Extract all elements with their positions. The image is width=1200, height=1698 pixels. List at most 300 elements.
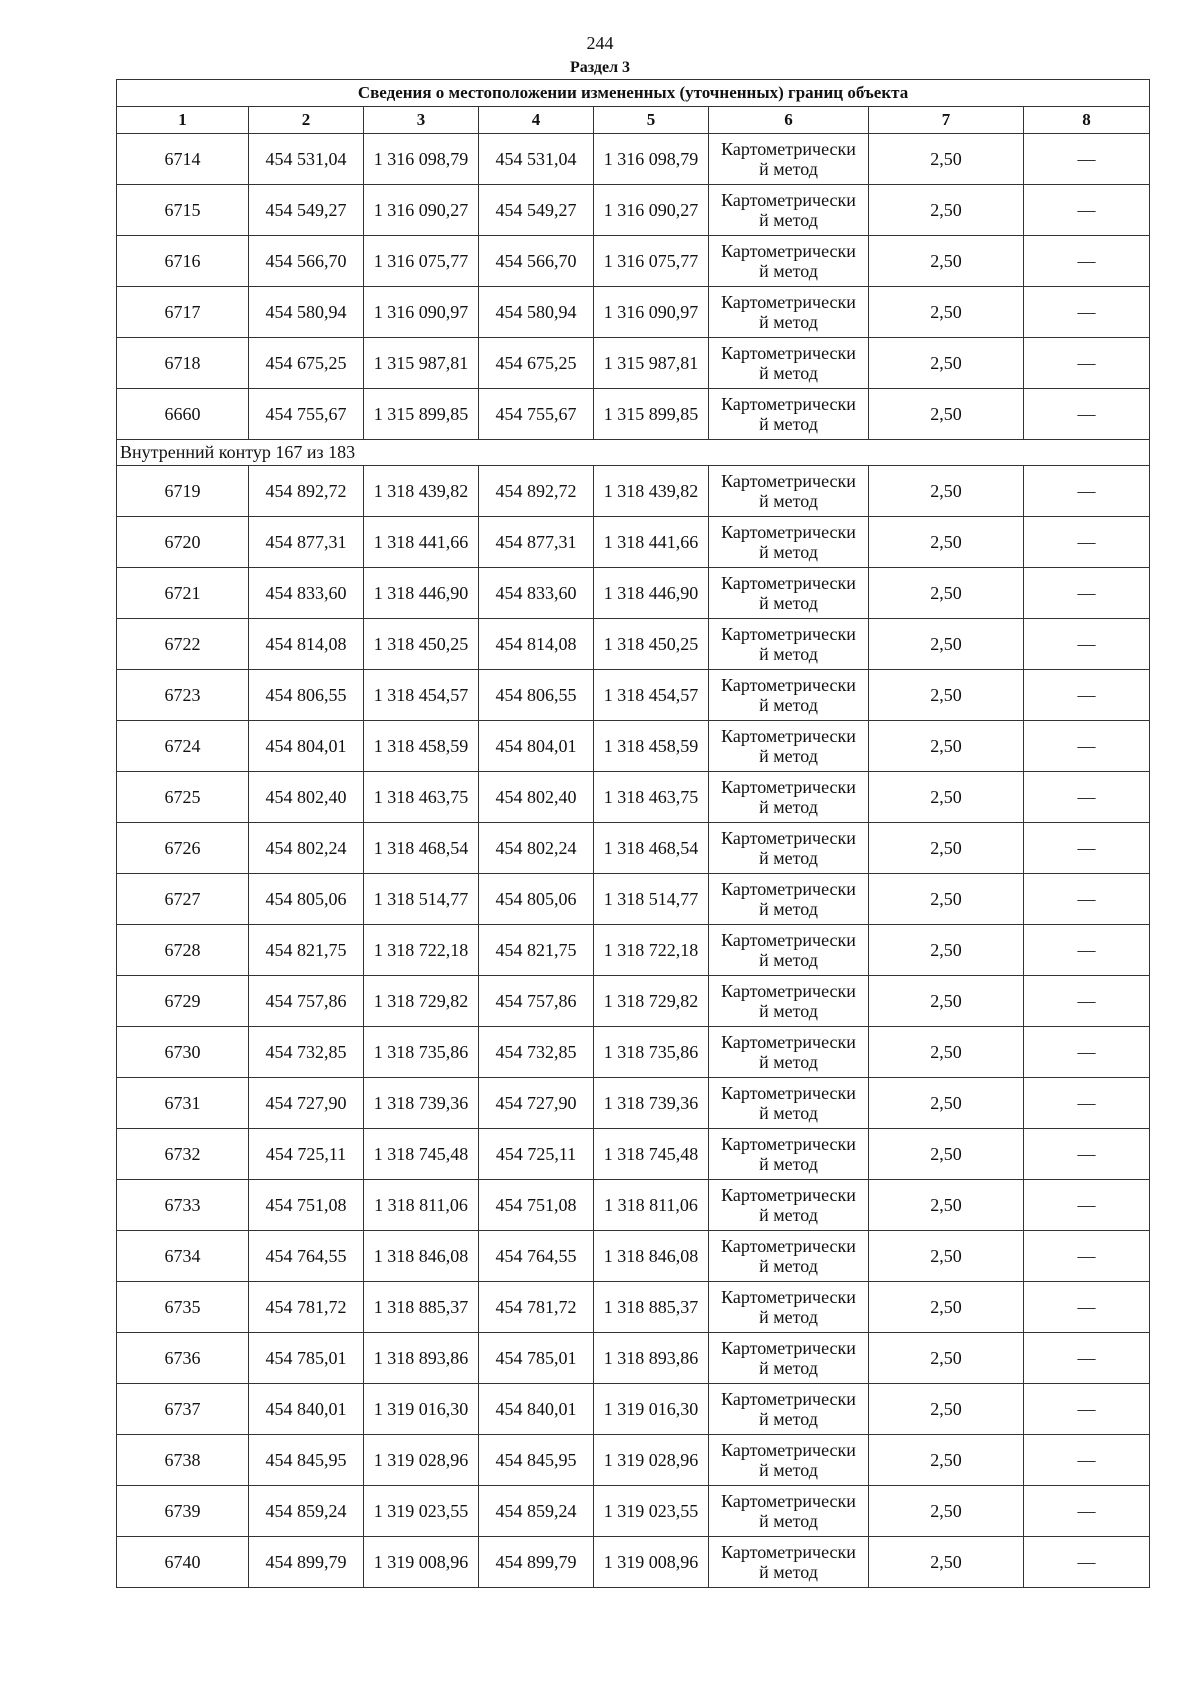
refined-y: 1 319 023,55 xyxy=(594,1486,709,1537)
existing-y: 1 316 090,27 xyxy=(364,185,479,236)
method-line: й метод xyxy=(759,593,818,613)
method-line: Картометрически xyxy=(721,1542,856,1562)
method-cell xyxy=(709,1231,869,1282)
existing-y: 1 319 016,30 xyxy=(364,1384,479,1435)
existing-y: 1 315 987,81 xyxy=(364,338,479,389)
point-number: 6736 xyxy=(117,1333,249,1384)
existing-x: 454 845,95 xyxy=(249,1435,364,1486)
method-cell xyxy=(709,1435,869,1486)
accuracy-cell: 2,50 xyxy=(869,670,1024,721)
method-line: й метод xyxy=(759,797,818,817)
table-row xyxy=(117,1333,1150,1384)
existing-x: 454 751,08 xyxy=(249,1180,364,1231)
existing-y: 1 318 458,59 xyxy=(364,721,479,772)
refined-x: 454 840,01 xyxy=(479,1384,594,1435)
method-cell xyxy=(709,1537,869,1588)
method-line: Картометрически xyxy=(721,1236,856,1256)
column-number: 2 xyxy=(249,107,364,134)
method-line: Картометрически xyxy=(721,1338,856,1358)
refined-y: 1 318 735,86 xyxy=(594,1027,709,1078)
table-row xyxy=(117,1180,1150,1231)
refined-x: 454 781,72 xyxy=(479,1282,594,1333)
accuracy-cell: 2,50 xyxy=(869,772,1024,823)
method-cell xyxy=(709,874,869,925)
existing-y: 1 318 454,57 xyxy=(364,670,479,721)
method-cell xyxy=(709,1129,869,1180)
point-number: 6722 xyxy=(117,619,249,670)
column-number: 3 xyxy=(364,107,479,134)
dash-cell: — xyxy=(1024,1078,1150,1129)
method-line: Картометрически xyxy=(721,1134,856,1154)
method-line: Картометрически xyxy=(721,343,856,363)
method-line: Картометрически xyxy=(721,624,856,644)
table-row xyxy=(117,670,1150,721)
method-line: Картометрически xyxy=(721,1491,856,1511)
method-line: й метод xyxy=(759,363,818,383)
existing-x: 454 531,04 xyxy=(249,134,364,185)
method-line: й метод xyxy=(759,1562,818,1582)
method-cell xyxy=(709,236,869,287)
existing-y: 1 318 439,82 xyxy=(364,466,479,517)
refined-x: 454 549,27 xyxy=(479,185,594,236)
existing-y: 1 318 885,37 xyxy=(364,1282,479,1333)
contour-row xyxy=(117,440,1150,466)
existing-y: 1 319 023,55 xyxy=(364,1486,479,1537)
refined-x: 454 751,08 xyxy=(479,1180,594,1231)
table-row xyxy=(117,466,1150,517)
existing-y: 1 315 899,85 xyxy=(364,389,479,440)
table-row xyxy=(117,1129,1150,1180)
point-number: 6723 xyxy=(117,670,249,721)
method-line: Картометрически xyxy=(721,1185,856,1205)
method-line: й метод xyxy=(759,1460,818,1480)
accuracy-cell: 2,50 xyxy=(869,1486,1024,1537)
refined-y: 1 319 028,96 xyxy=(594,1435,709,1486)
accuracy-cell: 2,50 xyxy=(869,619,1024,670)
existing-y: 1 318 722,18 xyxy=(364,925,479,976)
table-row xyxy=(117,1078,1150,1129)
table-row xyxy=(117,185,1150,236)
existing-y: 1 318 514,77 xyxy=(364,874,479,925)
method-line: Картометрически xyxy=(721,828,856,848)
accuracy-cell: 2,50 xyxy=(869,236,1024,287)
method-line: Картометрически xyxy=(721,292,856,312)
dash-cell: — xyxy=(1024,1129,1150,1180)
point-number: 6715 xyxy=(117,185,249,236)
point-number: 6716 xyxy=(117,236,249,287)
dash-cell: — xyxy=(1024,287,1150,338)
accuracy-cell: 2,50 xyxy=(869,517,1024,568)
method-cell xyxy=(709,1333,869,1384)
existing-y: 1 318 811,06 xyxy=(364,1180,479,1231)
refined-x: 454 899,79 xyxy=(479,1537,594,1588)
refined-x: 454 892,72 xyxy=(479,466,594,517)
point-number: 6732 xyxy=(117,1129,249,1180)
existing-x: 454 757,86 xyxy=(249,976,364,1027)
table-row xyxy=(117,823,1150,874)
method-cell xyxy=(709,287,869,338)
method-cell xyxy=(709,338,869,389)
point-number: 6660 xyxy=(117,389,249,440)
dash-cell: — xyxy=(1024,338,1150,389)
method-line: Картометрически xyxy=(721,471,856,491)
existing-x: 454 781,72 xyxy=(249,1282,364,1333)
accuracy-cell: 2,50 xyxy=(869,568,1024,619)
existing-x: 454 675,25 xyxy=(249,338,364,389)
refined-x: 454 531,04 xyxy=(479,134,594,185)
existing-y: 1 316 098,79 xyxy=(364,134,479,185)
table-row xyxy=(117,134,1150,185)
method-cell xyxy=(709,1486,869,1537)
method-line: й метод xyxy=(759,1307,818,1327)
dash-cell: — xyxy=(1024,1282,1150,1333)
existing-y: 1 318 745,48 xyxy=(364,1129,479,1180)
existing-y: 1 318 446,90 xyxy=(364,568,479,619)
refined-y: 1 318 893,86 xyxy=(594,1333,709,1384)
refined-y: 1 318 811,06 xyxy=(594,1180,709,1231)
refined-y: 1 315 987,81 xyxy=(594,338,709,389)
refined-x: 454 877,31 xyxy=(479,517,594,568)
method-cell xyxy=(709,1180,869,1231)
point-number: 6738 xyxy=(117,1435,249,1486)
point-number: 6721 xyxy=(117,568,249,619)
accuracy-cell: 2,50 xyxy=(869,466,1024,517)
dash-cell: — xyxy=(1024,721,1150,772)
refined-x: 454 802,24 xyxy=(479,823,594,874)
refined-y: 1 316 090,97 xyxy=(594,287,709,338)
dash-cell: — xyxy=(1024,1027,1150,1078)
existing-y: 1 318 735,86 xyxy=(364,1027,479,1078)
dash-cell: — xyxy=(1024,134,1150,185)
dash-cell: — xyxy=(1024,185,1150,236)
accuracy-cell: 2,50 xyxy=(869,1333,1024,1384)
column-number: 8 xyxy=(1024,107,1150,134)
method-cell xyxy=(709,670,869,721)
table-row xyxy=(117,1282,1150,1333)
dash-cell: — xyxy=(1024,1486,1150,1537)
accuracy-cell: 2,50 xyxy=(869,185,1024,236)
dash-cell: — xyxy=(1024,1231,1150,1282)
existing-x: 454 805,06 xyxy=(249,874,364,925)
point-number: 6717 xyxy=(117,287,249,338)
dash-cell: — xyxy=(1024,568,1150,619)
method-line: Картометрически xyxy=(721,573,856,593)
refined-y: 1 316 075,77 xyxy=(594,236,709,287)
refined-x: 454 732,85 xyxy=(479,1027,594,1078)
dash-cell: — xyxy=(1024,1384,1150,1435)
method-cell xyxy=(709,185,869,236)
method-line: й метод xyxy=(759,848,818,868)
point-number: 6725 xyxy=(117,772,249,823)
table-row xyxy=(117,1537,1150,1588)
table-row xyxy=(117,1384,1150,1435)
accuracy-cell: 2,50 xyxy=(869,134,1024,185)
method-line: Картометрически xyxy=(721,190,856,210)
method-cell xyxy=(709,517,869,568)
refined-y: 1 318 463,75 xyxy=(594,772,709,823)
point-number: 6737 xyxy=(117,1384,249,1435)
accuracy-cell: 2,50 xyxy=(869,1180,1024,1231)
column-number-row xyxy=(117,107,1150,134)
accuracy-cell: 2,50 xyxy=(869,925,1024,976)
accuracy-cell: 2,50 xyxy=(869,1282,1024,1333)
existing-x: 454 755,67 xyxy=(249,389,364,440)
column-number: 1 xyxy=(117,107,249,134)
existing-y: 1 318 450,25 xyxy=(364,619,479,670)
point-number: 6739 xyxy=(117,1486,249,1537)
point-number: 6734 xyxy=(117,1231,249,1282)
table-row xyxy=(117,338,1150,389)
refined-y: 1 318 468,54 xyxy=(594,823,709,874)
method-line: й метод xyxy=(759,950,818,970)
method-line: Картометрически xyxy=(721,675,856,695)
method-line: Картометрически xyxy=(721,1287,856,1307)
accuracy-cell: 2,50 xyxy=(869,1231,1024,1282)
method-line: Картометрически xyxy=(721,930,856,950)
existing-x: 454 732,85 xyxy=(249,1027,364,1078)
boundary-coordinates-table xyxy=(116,79,1150,1588)
method-line: Картометрически xyxy=(721,1389,856,1409)
method-cell xyxy=(709,466,869,517)
point-number: 6724 xyxy=(117,721,249,772)
method-cell xyxy=(709,925,869,976)
method-line: й метод xyxy=(759,1205,818,1225)
point-number: 6720 xyxy=(117,517,249,568)
accuracy-cell: 2,50 xyxy=(869,823,1024,874)
method-line: Картометрически xyxy=(721,394,856,414)
existing-y: 1 318 463,75 xyxy=(364,772,479,823)
existing-x: 454 804,01 xyxy=(249,721,364,772)
point-number: 6728 xyxy=(117,925,249,976)
point-number: 6740 xyxy=(117,1537,249,1588)
table-row xyxy=(117,236,1150,287)
accuracy-cell: 2,50 xyxy=(869,1435,1024,1486)
method-cell xyxy=(709,1027,869,1078)
existing-x: 454 725,11 xyxy=(249,1129,364,1180)
point-number: 6726 xyxy=(117,823,249,874)
table-row xyxy=(117,925,1150,976)
method-line: й метод xyxy=(759,1256,818,1276)
refined-y: 1 318 446,90 xyxy=(594,568,709,619)
refined-x: 454 833,60 xyxy=(479,568,594,619)
refined-x: 454 755,67 xyxy=(479,389,594,440)
method-line: й метод xyxy=(759,414,818,434)
table-row xyxy=(117,721,1150,772)
existing-x: 454 785,01 xyxy=(249,1333,364,1384)
method-line: й метод xyxy=(759,1511,818,1531)
point-number: 6730 xyxy=(117,1027,249,1078)
section-title: Раздел 3 xyxy=(569,59,631,76)
refined-y: 1 319 016,30 xyxy=(594,1384,709,1435)
table-row xyxy=(117,1486,1150,1537)
accuracy-cell: 2,50 xyxy=(869,1384,1024,1435)
point-number: 6719 xyxy=(117,466,249,517)
method-cell xyxy=(709,772,869,823)
accuracy-cell: 2,50 xyxy=(869,1537,1024,1588)
refined-x: 454 580,94 xyxy=(479,287,594,338)
refined-x: 454 802,40 xyxy=(479,772,594,823)
table-row xyxy=(117,1027,1150,1078)
method-line: й метод xyxy=(759,746,818,766)
refined-y: 1 318 439,82 xyxy=(594,466,709,517)
existing-x: 454 549,27 xyxy=(249,185,364,236)
existing-x: 454 580,94 xyxy=(249,287,364,338)
method-line: й метод xyxy=(759,695,818,715)
refined-y: 1 318 846,08 xyxy=(594,1231,709,1282)
existing-x: 454 727,90 xyxy=(249,1078,364,1129)
method-line: й метод xyxy=(759,899,818,919)
method-line: Картометрически xyxy=(721,879,856,899)
table-row xyxy=(117,772,1150,823)
method-cell xyxy=(709,619,869,670)
method-line: Картометрически xyxy=(721,1083,856,1103)
existing-x: 454 821,75 xyxy=(249,925,364,976)
method-line: Картометрически xyxy=(721,241,856,261)
existing-y: 1 316 075,77 xyxy=(364,236,479,287)
method-line: й метод xyxy=(759,1154,818,1174)
existing-x: 454 899,79 xyxy=(249,1537,364,1588)
existing-y: 1 316 090,97 xyxy=(364,287,479,338)
refined-x: 454 725,11 xyxy=(479,1129,594,1180)
method-line: й метод xyxy=(759,210,818,230)
accuracy-cell: 2,50 xyxy=(869,1027,1024,1078)
method-line: Картометрически xyxy=(721,1032,856,1052)
refined-x: 454 566,70 xyxy=(479,236,594,287)
point-number: 6733 xyxy=(117,1180,249,1231)
table-row xyxy=(117,568,1150,619)
refined-x: 454 859,24 xyxy=(479,1486,594,1537)
table-row xyxy=(117,389,1150,440)
refined-y: 1 318 441,66 xyxy=(594,517,709,568)
existing-x: 454 814,08 xyxy=(249,619,364,670)
dash-cell: — xyxy=(1024,976,1150,1027)
method-line: й метод xyxy=(759,312,818,332)
dash-cell: — xyxy=(1024,1180,1150,1231)
existing-y: 1 318 441,66 xyxy=(364,517,479,568)
existing-x: 454 840,01 xyxy=(249,1384,364,1435)
method-line: й метод xyxy=(759,491,818,511)
refined-y: 1 318 454,57 xyxy=(594,670,709,721)
existing-x: 454 566,70 xyxy=(249,236,364,287)
refined-y: 1 318 739,36 xyxy=(594,1078,709,1129)
existing-x: 454 802,40 xyxy=(249,772,364,823)
contour-label: Внутренний контур 167 из 183 xyxy=(117,440,1150,466)
refined-x: 454 814,08 xyxy=(479,619,594,670)
method-line: й метод xyxy=(759,1358,818,1378)
refined-x: 454 675,25 xyxy=(479,338,594,389)
refined-x: 454 821,75 xyxy=(479,925,594,976)
method-line: й метод xyxy=(759,1052,818,1072)
refined-x: 454 727,90 xyxy=(479,1078,594,1129)
point-number: 6714 xyxy=(117,134,249,185)
existing-x: 454 833,60 xyxy=(249,568,364,619)
existing-x: 454 802,24 xyxy=(249,823,364,874)
accuracy-cell: 2,50 xyxy=(869,874,1024,925)
method-cell xyxy=(709,721,869,772)
dash-cell: — xyxy=(1024,772,1150,823)
existing-x: 454 892,72 xyxy=(249,466,364,517)
accuracy-cell: 2,50 xyxy=(869,338,1024,389)
method-line: й метод xyxy=(759,644,818,664)
accuracy-cell: 2,50 xyxy=(869,389,1024,440)
method-cell xyxy=(709,389,869,440)
table-row xyxy=(117,619,1150,670)
refined-x: 454 805,06 xyxy=(479,874,594,925)
column-number: 5 xyxy=(594,107,709,134)
column-number: 4 xyxy=(479,107,594,134)
table-row xyxy=(117,976,1150,1027)
existing-y: 1 319 008,96 xyxy=(364,1537,479,1588)
refined-y: 1 318 729,82 xyxy=(594,976,709,1027)
existing-x: 454 806,55 xyxy=(249,670,364,721)
method-line: й метод xyxy=(759,1409,818,1429)
method-line: Картометрически xyxy=(721,1440,856,1460)
method-line: Картометрически xyxy=(721,139,856,159)
refined-x: 454 804,01 xyxy=(479,721,594,772)
dash-cell: — xyxy=(1024,1537,1150,1588)
method-cell xyxy=(709,1078,869,1129)
column-number: 7 xyxy=(869,107,1024,134)
table-body xyxy=(117,134,1150,1588)
refined-y: 1 318 885,37 xyxy=(594,1282,709,1333)
dash-cell: — xyxy=(1024,389,1150,440)
method-cell xyxy=(709,134,869,185)
table-row xyxy=(117,1231,1150,1282)
table-row xyxy=(117,874,1150,925)
existing-y: 1 318 893,86 xyxy=(364,1333,479,1384)
method-cell xyxy=(709,568,869,619)
accuracy-cell: 2,50 xyxy=(869,976,1024,1027)
method-line: Картометрически xyxy=(721,981,856,1001)
refined-x: 454 757,86 xyxy=(479,976,594,1027)
dash-cell: — xyxy=(1024,466,1150,517)
refined-x: 454 845,95 xyxy=(479,1435,594,1486)
accuracy-cell: 2,50 xyxy=(869,1129,1024,1180)
table-row xyxy=(117,517,1150,568)
method-line: й метод xyxy=(759,261,818,281)
table-row xyxy=(117,1435,1150,1486)
refined-y: 1 318 458,59 xyxy=(594,721,709,772)
point-number: 6735 xyxy=(117,1282,249,1333)
refined-x: 454 764,55 xyxy=(479,1231,594,1282)
accuracy-cell: 2,50 xyxy=(869,287,1024,338)
point-number: 6718 xyxy=(117,338,249,389)
dash-cell: — xyxy=(1024,925,1150,976)
refined-y: 1 318 514,77 xyxy=(594,874,709,925)
refined-x: 454 806,55 xyxy=(479,670,594,721)
dash-cell: — xyxy=(1024,619,1150,670)
refined-y: 1 316 098,79 xyxy=(594,134,709,185)
method-line: й метод xyxy=(759,1103,818,1123)
dash-cell: — xyxy=(1024,823,1150,874)
existing-y: 1 318 846,08 xyxy=(364,1231,479,1282)
table-row xyxy=(117,287,1150,338)
page-number: 244 xyxy=(586,33,614,53)
existing-y: 1 318 729,82 xyxy=(364,976,479,1027)
point-number: 6727 xyxy=(117,874,249,925)
existing-y: 1 318 468,54 xyxy=(364,823,479,874)
dash-cell: — xyxy=(1024,1435,1150,1486)
column-number: 6 xyxy=(709,107,869,134)
method-line: Картометрически xyxy=(721,522,856,542)
dash-cell: — xyxy=(1024,874,1150,925)
accuracy-cell: 2,50 xyxy=(869,1078,1024,1129)
refined-x: 454 785,01 xyxy=(479,1333,594,1384)
method-cell xyxy=(709,1384,869,1435)
point-number: 6731 xyxy=(117,1078,249,1129)
existing-y: 1 319 028,96 xyxy=(364,1435,479,1486)
refined-y: 1 316 090,27 xyxy=(594,185,709,236)
